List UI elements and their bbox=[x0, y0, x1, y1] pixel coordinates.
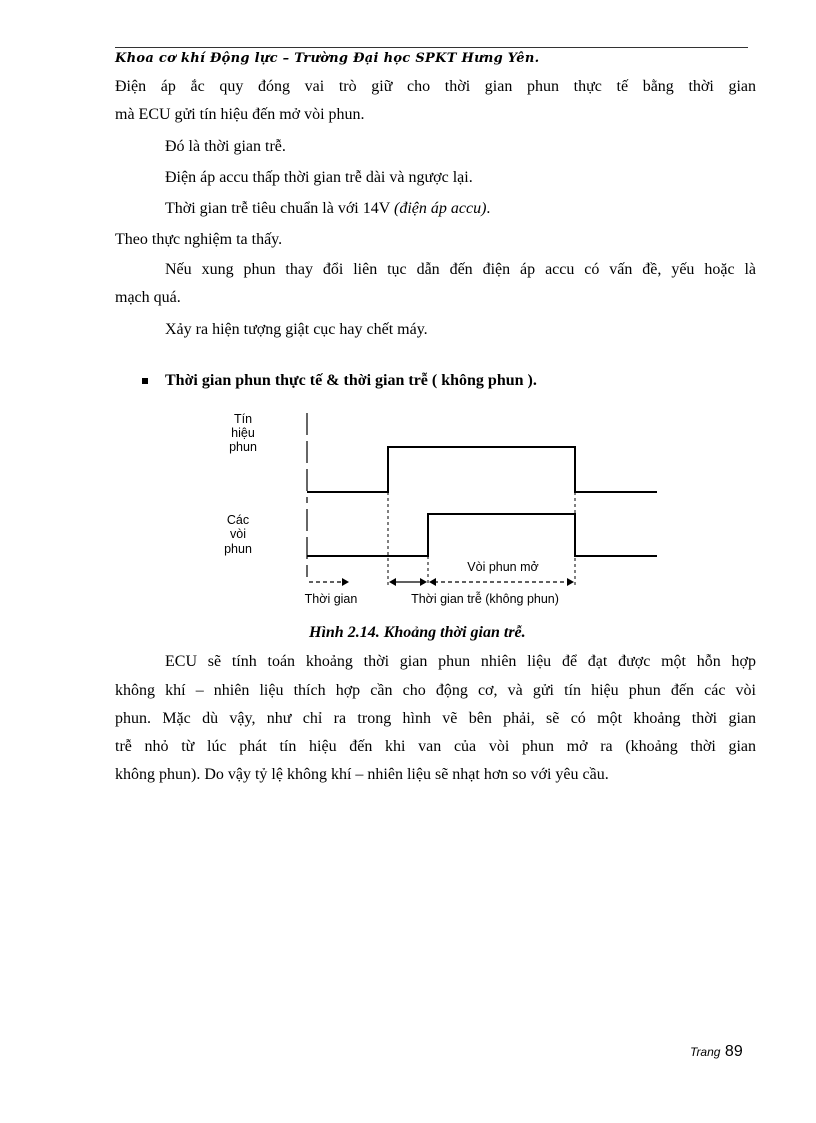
open-arrow-right-icon bbox=[567, 578, 574, 586]
paragraph-4-main: Thời gian trễ tiêu chuẩn là với 14V bbox=[165, 200, 395, 217]
signal-label-1: Tín bbox=[233, 412, 253, 426]
bullet-square-icon bbox=[142, 378, 148, 384]
paragraph-4-italic: (điện áp accu) bbox=[394, 200, 487, 217]
body-line-5: không phun). Do vậy tỷ lệ không khí – nhiên liệu sẽ nhạt hơn so với yêu cầu. bbox=[115, 766, 609, 783]
signal-label-2: hiệu bbox=[231, 426, 255, 440]
paragraph-4 bbox=[165, 199, 490, 219]
open-label: Vòi phun mở bbox=[467, 560, 539, 574]
paragraph-7: Xảy ra hiện tượng giật cục hay chết máy. bbox=[165, 321, 428, 338]
injector-label-2: vòi bbox=[230, 527, 246, 541]
figure-caption: Hình 2.14. Khoảng thời gian trễ. bbox=[309, 624, 526, 641]
paragraph-6-line-2: mạch quá. bbox=[115, 289, 181, 306]
injector-label-3: phun bbox=[224, 542, 252, 556]
header-rule bbox=[115, 47, 748, 48]
delay-arrow-right-icon bbox=[420, 578, 427, 586]
injection-delay-diagram bbox=[215, 405, 665, 610]
page-number-value: 89 bbox=[724, 1043, 743, 1060]
open-arrow-left-icon bbox=[429, 578, 436, 586]
paragraph-5: Theo thực nghiệm ta thấy. bbox=[115, 231, 283, 248]
time-label: Thời gian bbox=[304, 592, 358, 606]
body-line-2: không khí – nhiên liệu thích hợp cần cho động cơ, và gửi tín hiệu phun đến các vòi bbox=[115, 682, 756, 699]
time-arrow-head-icon bbox=[342, 578, 349, 586]
page-label: Trang bbox=[690, 1045, 721, 1059]
injector-label-1: Các bbox=[226, 513, 250, 527]
body-line-3: phun. Mặc dù vậy, như chỉ ra trong hình vẽ bên phải, sẽ có một khoảng thời gian bbox=[115, 710, 756, 727]
paragraph-1-line-2: mà ECU gửi tín hiệu đến mở vòi phun. bbox=[115, 106, 365, 123]
paragraph-4-end: . bbox=[486, 200, 491, 217]
page-header: Khoa cơ khí Động lực – Trường Đại học SPKT Hưng Yên. bbox=[115, 51, 540, 66]
page-number bbox=[690, 1043, 743, 1061]
signal-label-3: phun bbox=[229, 440, 257, 454]
paragraph-2: Đó là thời gian trễ. bbox=[165, 138, 286, 155]
delay-arrow-left-icon bbox=[389, 578, 396, 586]
paragraph-3: Điện áp accu thấp thời gian trễ dài và ngược lại. bbox=[165, 169, 473, 186]
delay-label: Thời gian trễ (không phun) bbox=[411, 592, 559, 606]
body-line-4: trễ nhỏ từ lúc phát tín hiệu đến khi van của vòi phun mở ra (khoảng thời gian bbox=[115, 738, 756, 755]
body-line-1: ECU sẽ tính toán khoảng thời gian phun nhiên liệu để đạt được một hỗn hợp bbox=[165, 653, 756, 670]
signal-waveform bbox=[307, 447, 657, 492]
paragraph-1-line-1: Điện áp ắc quy đóng vai trò giữ cho thời gian phun thực tế bằng thời gian bbox=[115, 78, 756, 95]
injector-waveform bbox=[307, 514, 657, 556]
paragraph-6-line-1: Nếu xung phun thay đổi liên tục dẫn đến điện áp accu có vấn đề, yếu hoặc là bbox=[165, 261, 756, 278]
section-bullet: Thời gian phun thực tế & thời gian trễ ( không phun ). bbox=[165, 372, 537, 389]
